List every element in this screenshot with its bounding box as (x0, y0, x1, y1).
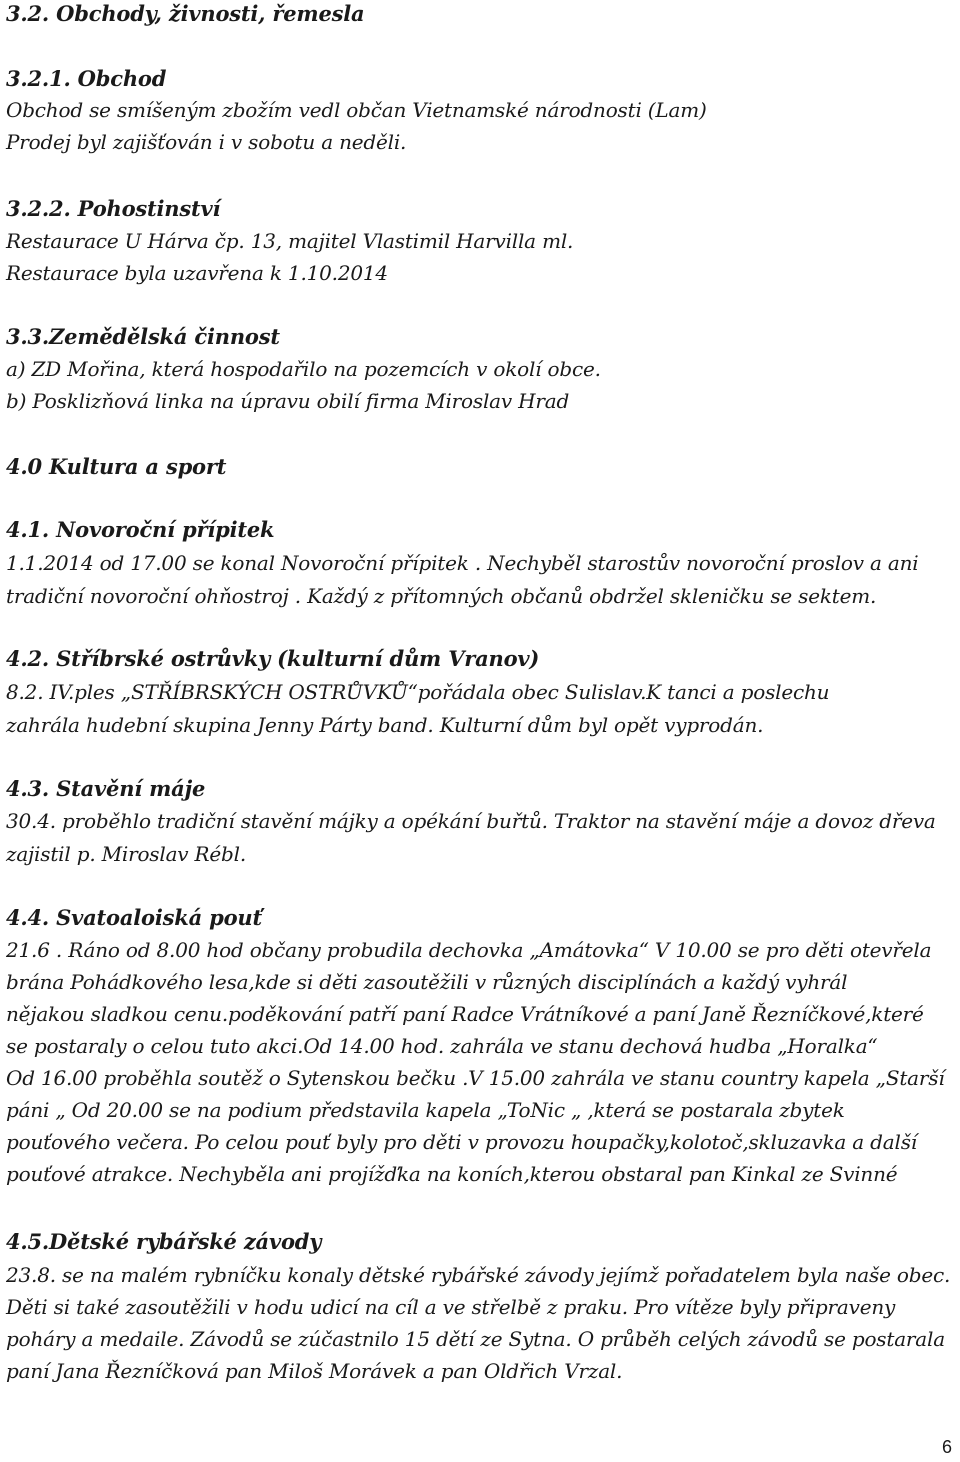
paragraph-line: Prodej byl zajišťován i v sobotu a neděli. (6, 130, 407, 154)
paragraph-line: zajistil p. Miroslav Rébl. (6, 842, 246, 866)
paragraph-line: Od 16.00 proběhla soutěž o Sytenskou bečku .V 15.00 zahrála ve stanu country kapela „Starší (6, 1066, 945, 1090)
section-title-4-2: 4.2. Stříbrské ostrůvky (kulturní dům Vranov) (6, 646, 540, 671)
paragraph-line: se postaraly o celou tuto akci.Od 14.00 hod. zahrála ve stanu dechová hudba „Horalka“ (6, 1034, 878, 1058)
section-title-4-1: 4.1. Novoroční přípitek (6, 517, 275, 542)
paragraph-line: páni „ Od 20.00 se na podium představila kapela „ToNic „ ,která se postarala zbytek (6, 1098, 845, 1122)
paragraph-line: pouťového večera. Po celou pouť byly pro děti v provozu houpačky,kolotoč,skluzavka a další (6, 1130, 917, 1154)
paragraph-line: a) ZD Mořina, která hospodařilo na pozemcích v okolí obce. (6, 357, 601, 381)
paragraph-line: brána Pohádkového lesa,kde si děti zasoutěžili v různých disciplínách a každý vyhrál (6, 970, 848, 994)
paragraph-line: tradiční novoroční ohňostroj . Každý z přítomných občanů obdržel skleničku se sektem. (6, 584, 877, 608)
paragraph-line: 8.2. IV.ples „STŘÍBRSKÝCH OSTRŮVKŮ“pořádala obec Sulislav.K tanci a poslechu (6, 680, 830, 704)
paragraph-line: Restaurace byla uzavřena k 1.10.2014 (6, 261, 388, 285)
paragraph-line: Restaurace U Hárva čp. 13, majitel Vlastimil Harvilla ml. (6, 229, 574, 253)
paragraph-line: 21.6 . Ráno od 8.00 hod občany probudila dechovka „Amátovka“ V 10.00 se pro děti otevřela (6, 938, 932, 962)
section-title-4-5: 4.5.Dětské rybářské závody (6, 1229, 322, 1254)
page-number: 6 (941, 1437, 952, 1457)
paragraph-line: poháry a medaile. Závodů se zúčastnilo 15 dětí ze Sytna. O průběh celých závodů se postarala (6, 1327, 945, 1351)
section-title-3-2-2: 3.2.2. Pohostinství (6, 196, 221, 221)
section-title-3-3: 3.3.Zemědělská činnost (6, 324, 280, 349)
section-title-3-2: 3.2. Obchody, živnosti, řemesla (6, 1, 365, 26)
paragraph-line: zahrála hudební skupina Jenny Párty band. Kulturní dům byl opět vyprodán. (6, 713, 764, 737)
paragraph-line: Děti si také zasoutěžili v hodu udicí na cíl a ve střelbě z praku. Pro vítěze byly připraveny (6, 1295, 896, 1319)
section-title-4-4: 4.4. Svatoaloiská pouť (6, 905, 262, 930)
section-title-4-3: 4.3. Stavění máje (6, 776, 206, 801)
paragraph-line: 30.4. proběhlo tradiční stavění májky a opékání buřtů. Traktor na stavění máje a dovoz dřeva (6, 809, 936, 833)
paragraph-line: b) Posklizňová linka na úpravu obilí firma Miroslav Hrad (6, 389, 570, 413)
section-title-4-0: 4.0 Kultura a sport (6, 454, 227, 479)
paragraph-line: 23.8. se na malém rybníčku konaly dětské rybářské závody jejímž pořadatelem byla naše obec. (6, 1263, 951, 1287)
paragraph-line: 1.1.2014 od 17.00 se konal Novoroční přípitek . Nechyběl starostův novoroční proslov a ani (6, 551, 919, 575)
section-title-3-2-1: 3.2.1. Obchod (6, 66, 167, 91)
paragraph-line: nějakou sladkou cenu.poděkování patří paní Radce Vrátníkové a paní Janě Řezníčkové,které (6, 1002, 924, 1026)
paragraph-line: paní Jana Řezníčková pan Miloš Morávek a pan Oldřich Vrzal. (6, 1359, 623, 1383)
paragraph-line: Obchod se smíšeným zbožím vedl občan Vietnamské národnosti (Lam) (6, 98, 707, 122)
paragraph-line: pouťové atrakce. Nechyběla ani projížďka na koních,kterou obstaral pan Kinkal ze Svinné (6, 1162, 898, 1186)
